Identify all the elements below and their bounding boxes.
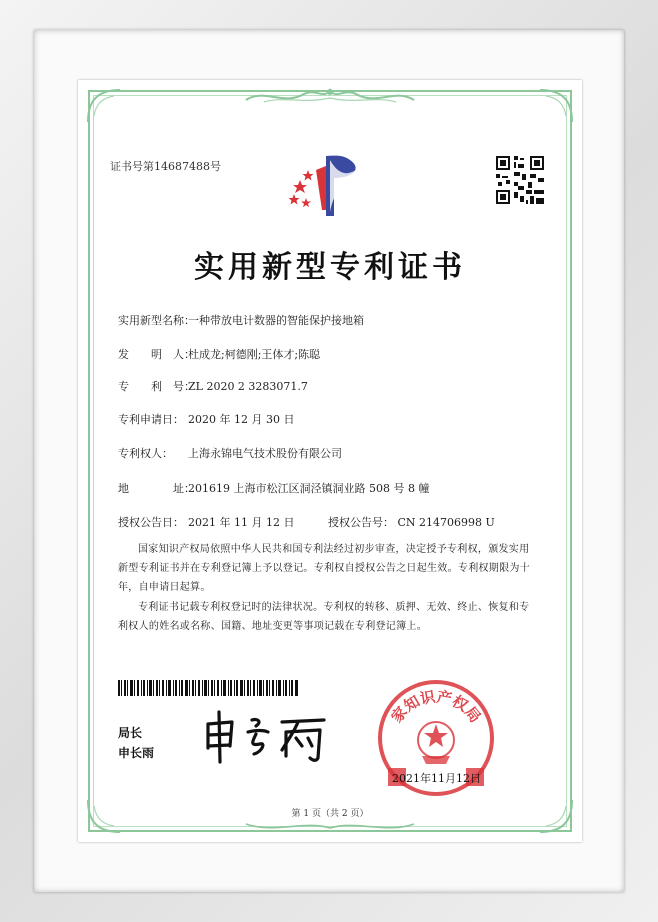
barcode (118, 680, 298, 696)
seal-text: 家知识产权局 (387, 687, 485, 727)
field-patent-number (118, 378, 308, 394)
field-inventors (118, 346, 320, 362)
field-label: 专利权人： (118, 447, 173, 460)
field-value: 上海永锦电气技术股份有限公司 (188, 447, 342, 460)
qr-code (494, 154, 546, 206)
certificate-paper (78, 80, 582, 842)
bottom-ornament (244, 818, 416, 836)
director-title: 局长 (118, 726, 143, 740)
field-value: ZL 2020 2 3283071.7 (188, 380, 308, 393)
field-value: 201619 上海市松江区洞泾镇洞业路 508 号 8 幢 (188, 482, 430, 495)
field-value: 杜成龙;柯德刚;王体才;陈聪 (188, 348, 321, 361)
page-number: 第 1 页（共 2 页） (291, 809, 369, 819)
certificate-title: 实用新型专利证书 (194, 250, 466, 285)
corner-ornament-tl (84, 86, 124, 126)
director-name: 申长雨 (118, 746, 155, 760)
field-label: 专利申请日： (118, 413, 184, 426)
corner-ornament-tr (536, 86, 576, 126)
field-address (118, 480, 429, 496)
field-application-date (118, 411, 294, 427)
field-label: 实用新型名称： (118, 314, 195, 327)
paragraph-legal-status: 专利证书记载专利权登记时的法律状况。专利权的转移、质押、无效、终止、恢复和专利权人的姓名或名称、国籍、地址变更等事项记载在专利登记簿上。 (118, 602, 530, 632)
certificate-number: 证书号第14687488号 (110, 160, 221, 173)
field-value: 2020 年 12 月 30 日 (188, 413, 295, 426)
seal-date: 2021年11月12日 (392, 772, 481, 785)
field-label: 专 利 号： (118, 380, 195, 393)
field-value: CN 214706998 U (397, 516, 495, 529)
field-patentee (118, 445, 342, 461)
field-value: 2021 年 11 月 12 日 (188, 516, 295, 529)
field-label: 地 址： (118, 482, 195, 495)
patent-office-emblem (286, 150, 374, 220)
paragraph-grant-statement: 国家知识产权局依照中华人民共和国专利法经过初步审查，决定授予专利权，颁发实用新型专利证书并在专利登记簿上予以登记。专利权自授权公告之日起生效。专利权期限为十年，自申请日起算。 (118, 544, 530, 593)
field-grant-number (328, 514, 495, 530)
field-grant-date (118, 514, 294, 530)
director-signature (202, 708, 330, 764)
field-label: 发 明 人： (118, 348, 195, 361)
field-label: 授权公告日： (118, 516, 184, 529)
field-value: 一种带放电计数器的智能保护接地箱 (188, 314, 364, 327)
top-ornament (244, 86, 416, 108)
field-utility-model-name (118, 312, 364, 328)
field-label: 授权公告号： (328, 516, 394, 529)
